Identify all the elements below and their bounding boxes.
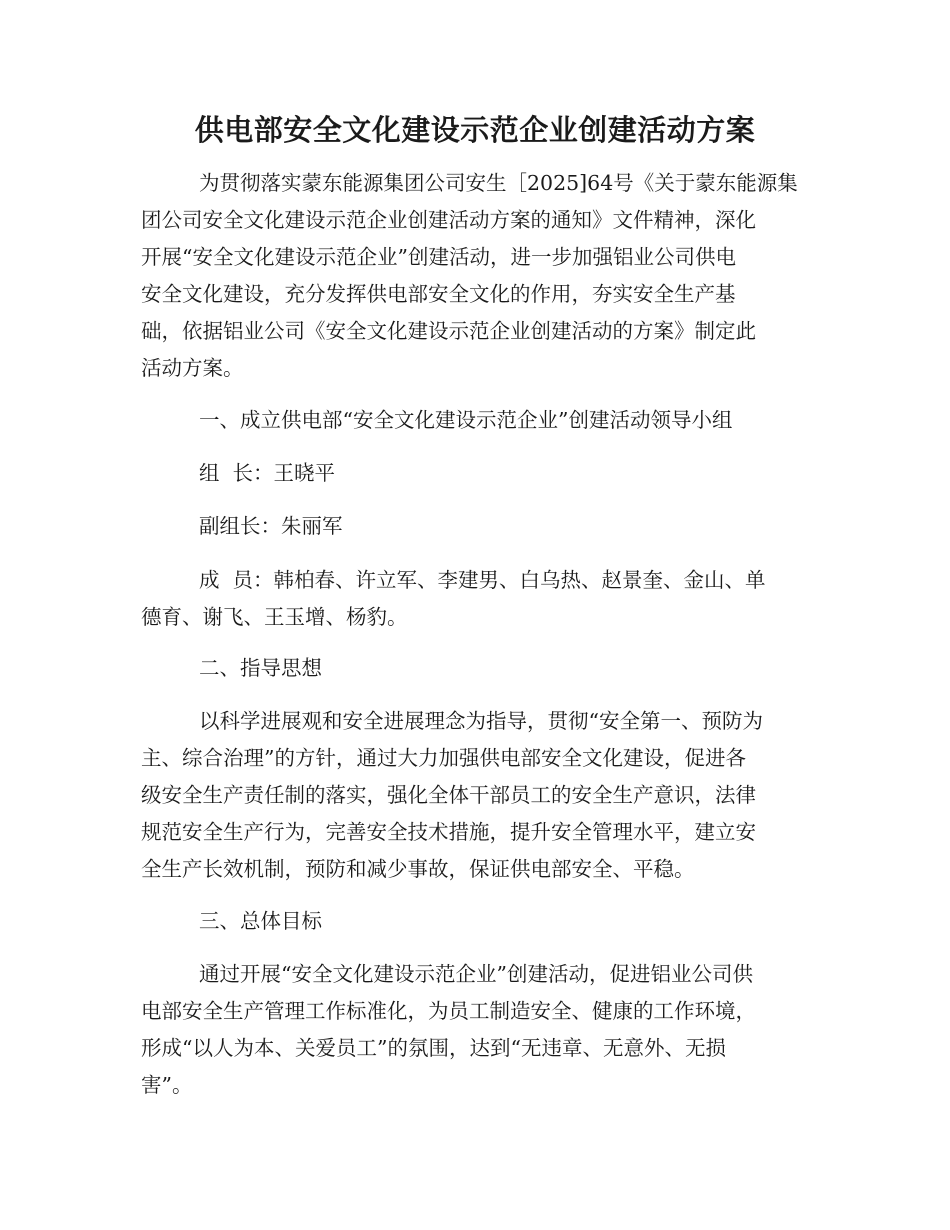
members-paragraph bbox=[141, 562, 811, 636]
deputy-leader-name: 副组长：朱丽军 bbox=[199, 514, 343, 538]
members-line: 德育、谢飞、王玉增、杨豹。 bbox=[141, 605, 408, 629]
paragraph-line: 以科学进展观和安全进展理念为指导，贯彻“安全第一、预防为 bbox=[199, 709, 763, 733]
section-heading: 三、总体目标 bbox=[199, 909, 322, 933]
paragraph-line: 全生产长效机制，预防和减少事故，保证供电部安全、平稳。 bbox=[141, 857, 695, 881]
leader-name: 组 长：王晓平 bbox=[199, 461, 336, 485]
paragraph-line: 规范安全生产行为，完善安全技术措施，提升安全管理水平，建立安 bbox=[141, 820, 756, 844]
section-heading-overall-goal bbox=[141, 903, 811, 940]
paragraph-line: 团公司安全文化建设示范企业创建活动方案的通知》文件精神，深化 bbox=[141, 208, 756, 232]
paragraph-line: 级安全生产责任制的落实，强化全体干部员工的安全生产意识，法律 bbox=[141, 783, 756, 807]
section-heading: 一、成立供电部“安全文化建设示范企业”创建活动领导小组 bbox=[199, 408, 733, 432]
section-heading-guiding-ideology bbox=[141, 650, 811, 687]
members-line: 成 员：韩柏春、许立军、李建男、白乌热、赵景奎、金山、单 bbox=[199, 568, 766, 592]
section-heading-leadership bbox=[141, 402, 811, 439]
paragraph-line: 害”。 bbox=[141, 1073, 193, 1097]
paragraph-line: 主、综合治理”的方针，通过大力加强供电部安全文化建设，促进各 bbox=[141, 746, 746, 770]
leader-line bbox=[141, 455, 811, 492]
overall-goal-paragraph bbox=[141, 956, 811, 1104]
paragraph-line: 通过开展“安全文化建设示范企业”创建活动，促进铝业公司供 bbox=[199, 962, 753, 986]
paragraph-line: 电部安全生产管理工作标准化，为员工制造安全、健康的工作环境， bbox=[141, 999, 756, 1023]
section-heading: 二、指导思想 bbox=[199, 656, 322, 680]
guiding-ideology-paragraph bbox=[141, 703, 811, 888]
paragraph-line: 开展“安全文化建设示范企业”创建活动，进一步加强铝业公司供电 bbox=[141, 245, 736, 269]
paragraph-line: 为贯彻落实蒙东能源集团公司安生［2025]64号《关于蒙东能源集 bbox=[199, 171, 798, 195]
paragraph-line: 形成“以人为本、关爱员工”的氛围，达到“无违章、无意外、无损 bbox=[141, 1036, 726, 1060]
paragraph-line: 活动方案。 bbox=[141, 356, 244, 380]
paragraph-line: 础，依据铝业公司《安全文化建设示范企业创建活动的方案》制定此 bbox=[141, 319, 756, 343]
deputy-leader-line bbox=[141, 508, 811, 545]
paragraph-line: 安全文化建设，充分发挥供电部安全文化的作用，夯实安全生产基 bbox=[141, 282, 736, 306]
intro-paragraph bbox=[141, 165, 811, 387]
document-title: 供电部安全文化建设示范企业创建活动方案 bbox=[194, 113, 756, 147]
